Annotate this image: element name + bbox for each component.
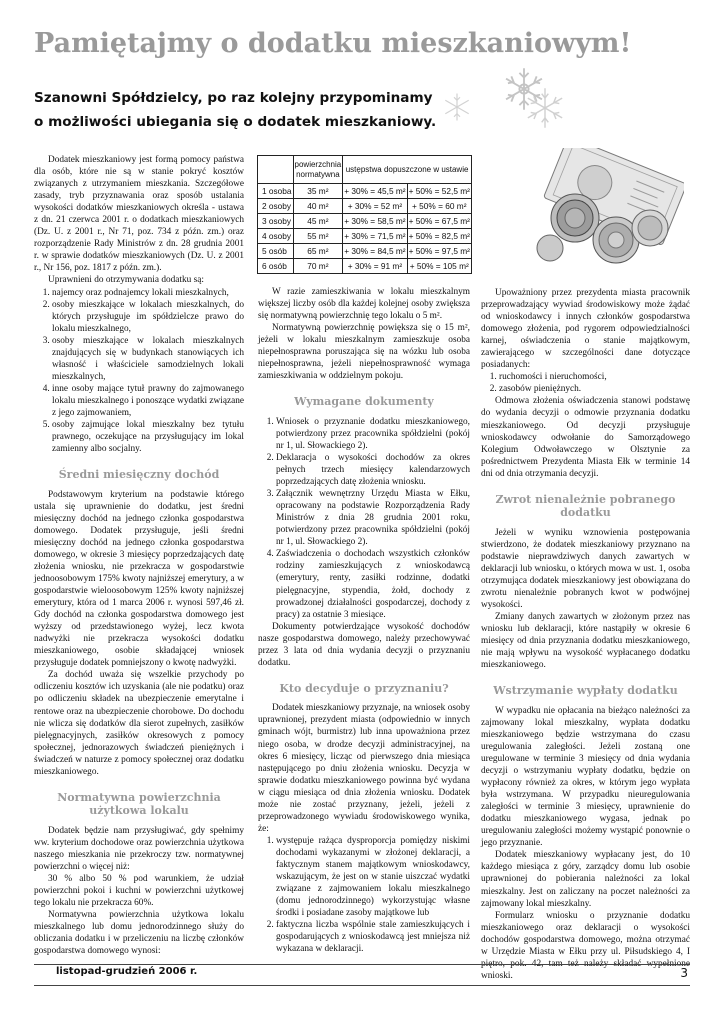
table-cell: + 30% = 45,5 m² [343,184,407,199]
lead-line: Szanowni Spółdzielcy, po raz kolejny przypominamy [34,90,433,106]
column-right [481,287,690,982]
list-item: 4. Zaświadczenia o dochodach wszystkich członków rodziny zamieszkujących z wnioskodawcą (emerytury, renty, zasiłki rodzinne, dodatki pielęgnacyjne, stypendia, żołd, dochody z prowadzonej działalności gospodarczej, dochody z pracy) za ostatnie 3 miesiące. [276,548,470,620]
paragraph: Normatywną powierzchnię powiększa się o 15 m², jeżeli w lokalu mieszkalnym zamieszkuje osoba niepełnosprawna poruszająca się na wózku lub osoba niepełnosprawna, jeżeli niepełnosprawność wymaga zamieszkiwania w oddzielnym pokoju. [258,323,470,382]
list-item: 2. faktyczna liczba wspólnie stale zamieszkujących i gospodarujących z wnioskodawcą jest mniejsza niż wykazana w deklaracji. [276,919,470,955]
list-item: 3. osoby mieszkające w lokalach mieszkalnych znajdujących się w budynkach stanowiących ich własność i właściciele samodzielnych lokali mieszkalnych, [52,335,244,383]
list-item: 1. występuje rażąca dysproporcja pomiędzy niskimi dochodami wykazanymi w złożonej deklaracji, a faktycznym stanem majątkowym wnioskodawcy, wskazującym, że jest on w stanie uiszczać wydatki związane z zajmowaniem lokalu mieszkalnego (domu jednorodzinnego) wykorzystując własne środki i posiadane zasoby majątkowe lub [276,835,470,919]
coins-and-banknote-image [530,148,684,270]
documents-list [272,416,470,621]
table-cell: + 50% = 97,5 m² [407,244,471,259]
table-cell: 5 osób [258,244,294,259]
table-header-cell: powierzchnia normatywna [293,156,343,184]
table-cell: + 30% = 84,5 m² [343,244,407,259]
list-item: 3. Załącznik wewnętrzny Urzędu Miasta w Ełku, opracowany na podstawie Rozporządzenia Rady Ministrów z dnia 28 grudnia 2001 roku, potwierdzony przez pracownika spółdzielni (pokój nr 1, ul. Słowackiego 2). [276,488,470,548]
paragraph: Upoważniony przez prezydenta miasta pracownik przeprowadzający wywiad środowiskowy może żądać od wnioskodawcy i innych członków gospodarstwa domowego złożenia, pod rygorem odpowiedzialności karnej, oświadczenia o stanie majątkowym, zawierającego w szczególności dane dotyczące posiadanych: [481,288,690,371]
list-item: 5. osoby zajmujące lokal mieszkalny bez tytułu prawnego, oczekujące na przysługujący im lokal zamienny albo socjalny. [52,419,244,455]
paragraph: Podstawowym kryterium na podstawie którego ustala się uprawnienie do dodatku, jest średni miesięczny dochód na jednego członka gospodarstwa domowego. Dodatek przysługuje, jeśli średni miesięczny dochód na jednego członka gospodarstwa domowego, w okresie 3 miesięcy poprzedzających datę złożenia wniosku, nie przekracza w gospodarstwie jednoosobowym 175% kwoty najniższej emerytury, a w gospodarstwie wieloosobowym 125% kwoty najniższej emerytury, która od 1 marca 2006 r. wynosi 597,46 zł. Gdy dochód na członka gospodarstwa domowego jest wyższy od przedstawionego wyżej, lecz kwota nadwyżki nie przekracza wysokości dodatku mieszkaniowego, osobie składającej wniosek przysługuje dodatek pomniejszony o kwotę nadwyżki. [34,489,244,669]
table-row [258,244,472,259]
section-heading: Normatywna powierzchnia użytkowa lokalu [57,790,221,818]
paragraph: Dodatek mieszkaniowy wypłacany jest, do 10 każdego miesiąca z góry, zarządcy domu lub osobie uprawnionej do pobierania należności za lokal mieszkalny. Jest on zaliczany na poczet należności za zajmowany lokal mieszkalny. [481,850,690,909]
paragraph: Uprawnieni do otrzymywania dodatku są: [48,275,204,286]
table-row [258,199,472,214]
paragraph: Dokumenty potwierdzające wysokość dochodów nasze gospodarstwa domowego, należy przechowywać przez 3 lata od dnia wydania decyzji o przyznaniu dodatku. [258,621,470,668]
lead-line: o możliwości ubiegania się o dodatek mieszkaniowy. [34,114,437,130]
paragraph: Dodatek będzie nam przysługiwać, gdy spełnimy ww. kryterium dochodowe oraz powierzchnia użytkowa naszego mieszkania nie przekroczy tzw. normatywnej powierzchni o więcej niż: [34,825,244,872]
section-heading: Wymagane dokumenty [294,395,434,409]
list-item: 2. osoby mieszkające w lokalach mieszkalnych, do których przysługuje im spółdzielcze prawo do lokalu mieszkalnego, [52,299,244,335]
list-item: 2. zasobów pieniężnych. [499,383,690,395]
page-footer [34,964,690,986]
table-row [258,184,472,199]
paragraph: Jeżeli w wyniku wznowienia postępowania stwierdzono, że dodatek mieszkaniowy przyznano na podstawie nieprawdziwych danych zawartych w deklaracji lub wniosku, o których mowa w ust. 1, osoba otrzymująca dodatek mieszkaniowy jest obowiązana do zwrotu nienależnie pobranych kwot w podwójnej wysokości. [481,527,690,611]
list-item: 1. ruchomości i nieruchomości, [499,371,690,383]
section-heading: Średni miesięczny dochód [58,468,220,482]
table-cell: + 30% = 52 m² [343,199,407,214]
paragraph: Normatywna powierzchnia użytkowa lokalu mieszkalnego lub domu jednorodzinnego służy do obliczania dodatku i w przeliczeniu na liczbę członków gospodarstwa domowego wynosi: [34,910,244,957]
table-cell: 4 osoby [258,229,294,244]
assets-list [495,371,690,395]
page-title: Pamiętajmy o dodatku mieszkaniowym! [34,28,632,59]
issue-date: listopad-grudzień 2006 r. [56,966,198,977]
table-header-cell: ustępstwa dopuszczone w ustawie [343,156,472,184]
normative-area-table [257,155,472,274]
section-heading: Kto decyduje o przyznaniu? [279,681,449,695]
table-cell: + 50% = 67,5 m² [407,214,471,229]
snowflake-icon [442,92,472,122]
table-cell: 35 m² [293,184,343,199]
paragraph: Dodatek mieszkaniowy przyznaje, na wniosek osoby uprawnionej, prezydent miasta (odpowiednio w innych gminach wójt, burmistrz) lub inna upoważniona przez niego osoba, w drodze decyzji administracyjnej, na okres 6 miesięcy, licząc od pierwszego dnia miesiąca następującego po dniu złożenia wniosku. Decyzja w sprawie dodatku mieszkaniowego powinna być wydana w ciągu miesiąca od dnia złożenia wniosku. Dodatek może nie zostać przyznany, jeżeli, jeżeli z przeprowadzonego wywiadu środowiskowego wynika, że: [258,703,470,834]
table-row [258,214,472,229]
table-cell: 2 osoby [258,199,294,214]
section-heading: Zwrot nienależnie pobranego dodatku [495,492,676,520]
list-item: 4. inne osoby mające tytuł prawny do zajmowanego lokalu mieszkalnego i ponoszące wydatki związane z jego zajmowaniem, [52,383,244,419]
table-cell: 70 m² [293,259,343,274]
table-cell: + 30% = 91 m² [343,259,407,274]
table-cell: + 50% = 60 m² [407,199,471,214]
table-cell: + 50% = 82,5 m² [407,229,471,244]
paragraph: Formularz wniosku o przyznanie dodatku mieszkaniowego oraz deklaracji o wysokości dochodów gospodarstwa domowego, można otrzymać w Urzędzie Miasta w Ełku przy ul. Piłsudskiego 4, I piętro, pok. 42, tam też należy składać wypełnione wnioski. [481,910,690,981]
table-cell: 3 osoby [258,214,294,229]
list-item: 1. najemcy oraz podnajemcy lokali mieszkalnych, [52,287,244,299]
paragraph: W razie zamieszkiwania w lokalu mieszkalnym większej liczby osób dla każdej kolejnej osoby zwiększa się normatywną powierzchnię tego lokalu o 5 m². [258,287,470,322]
table-cell: + 50% = 52,5 m² [407,184,471,199]
table-row [258,229,472,244]
lead-text [34,86,436,134]
table-cell: 6 osób [258,259,294,274]
section-heading: Wstrzymanie wypłaty dodatku [493,684,678,698]
table-cell: 40 m² [293,199,343,214]
paragraph: Zmiany danych zawartych w złożonym przez nas wniosku lub deklaracji, które nastąpiły w okresie 6 miesięcy od dnia przyznania dodatku mieszkaniowego, nie mają wpływu na wysokość wypłacanego dodatku mieszkaniowego. [481,612,690,671]
conditions-list [272,835,470,955]
table-header-cell [258,156,294,184]
column-middle [258,286,470,955]
column-left [34,154,244,957]
table-header-row [258,156,472,184]
table-cell: 65 m² [293,244,343,259]
table-cell: 1 osoba [258,184,294,199]
table-cell: + 30% = 71,5 m² [343,229,407,244]
snowflake-icon [523,86,567,130]
table-cell: + 30% = 58,5 m² [343,214,407,229]
table-cell: + 50% = 105 m² [407,259,471,274]
paragraph: 30 % albo 50 % pod warunkiem, że udział powierzchni pokoi i kuchni w powierzchni użytkowej tego lokalu nie przekracza 60%. [34,873,244,909]
eligible-list [48,287,244,456]
paragraph: Dodatek mieszkaniowy jest formą pomocy państwa dla osób, które nie są w stanie pokryć kosztów związanych z utrzymaniem mieszkania. Szczegółowe zasady, tryb przyznawania oraz sposób ustalania wysokości dodatków mieszkaniowych określa - ustawa z dn. 21 czerwca 2001 r. o dodatkach mieszkaniowych (Dz. U. z 2001 r., Nr 71, poz. 734 z późn. zm.) oraz rozporządzenie Rady Ministrów z dn. 28 grudnia 2001 r. w sprawie dodatków mieszkaniowych (Dz. U. z 2001 r., Nr 156, poz. 1817 z późn. zm.). [34,155,244,274]
table-row [258,259,472,274]
page-number: 3 [680,966,688,980]
list-item: 1. Wniosek o przyznanie dodatku mieszkaniowego, potwierdzony przez pracownika spółdzielni (pokój nr 1, ul. Słowackiego 2). [276,416,470,452]
paragraph: Za dochód uważa się wszelkie przychody po odliczeniu kosztów ich uzyskania (ale nie podatku) oraz po odliczeniu składek na ubezpieczenie emerytalne i rentowe oraz na ubezpieczenie chorobowe. Do dochodu nie wlicza się dodatków dla sierot zupełnych, zasiłków pielęgnacyjnych, zasiłków okresowych z pomocy społecznej, jednorazowych świadczeń pieniężnych i świadczeń w naturze z pomocy społecznej oraz dodatku mieszkaniowego. [34,670,244,777]
table-cell: 45 m² [293,214,343,229]
paragraph: W wypadku nie opłacania na bieżąco należności za zajmowany lokal mieszkalny, wypłata dodatku mieszkaniowego będzie wstrzymana do czasu uregulowania zaległości. Jeżeli zostaną one uregulowane w terminie 3 miesięcy od dnia wydania decyzji o wstrzymaniu wypłaty dodatku, będzie on wypłacony również za okres, w którym jego wypłata była wstrzymana. W przypadku nieuregulowania zaległości w terminie 3 miesięcy, uprawnienie do dodatku mieszkaniowego wygasa, jednak po uregulowaniu zaległości możemy wystąpić ponownie o jego przyznanie. [481,705,690,849]
table-cell: 55 m² [293,229,343,244]
paragraph: Odmowa złożenia oświadczenia stanowi podstawę do wydania decyzji o odmowie przyznania dodatku mieszkaniowego. Od decyzji przysługuje wnioskodawcy odwołanie do Samorządowego Kolegium Odwoławczego w Olsztynie za pośrednictwem Prezydenta Miasta Ełk w terminie 14 dni od dnia otrzymania decyzji. [481,396,690,479]
list-item: 2. Deklaracja o wysokości dochodów za okres pełnych trzech miesięcy kalendarzowych poprzedzających datę złożenia wniosku. [276,452,470,488]
